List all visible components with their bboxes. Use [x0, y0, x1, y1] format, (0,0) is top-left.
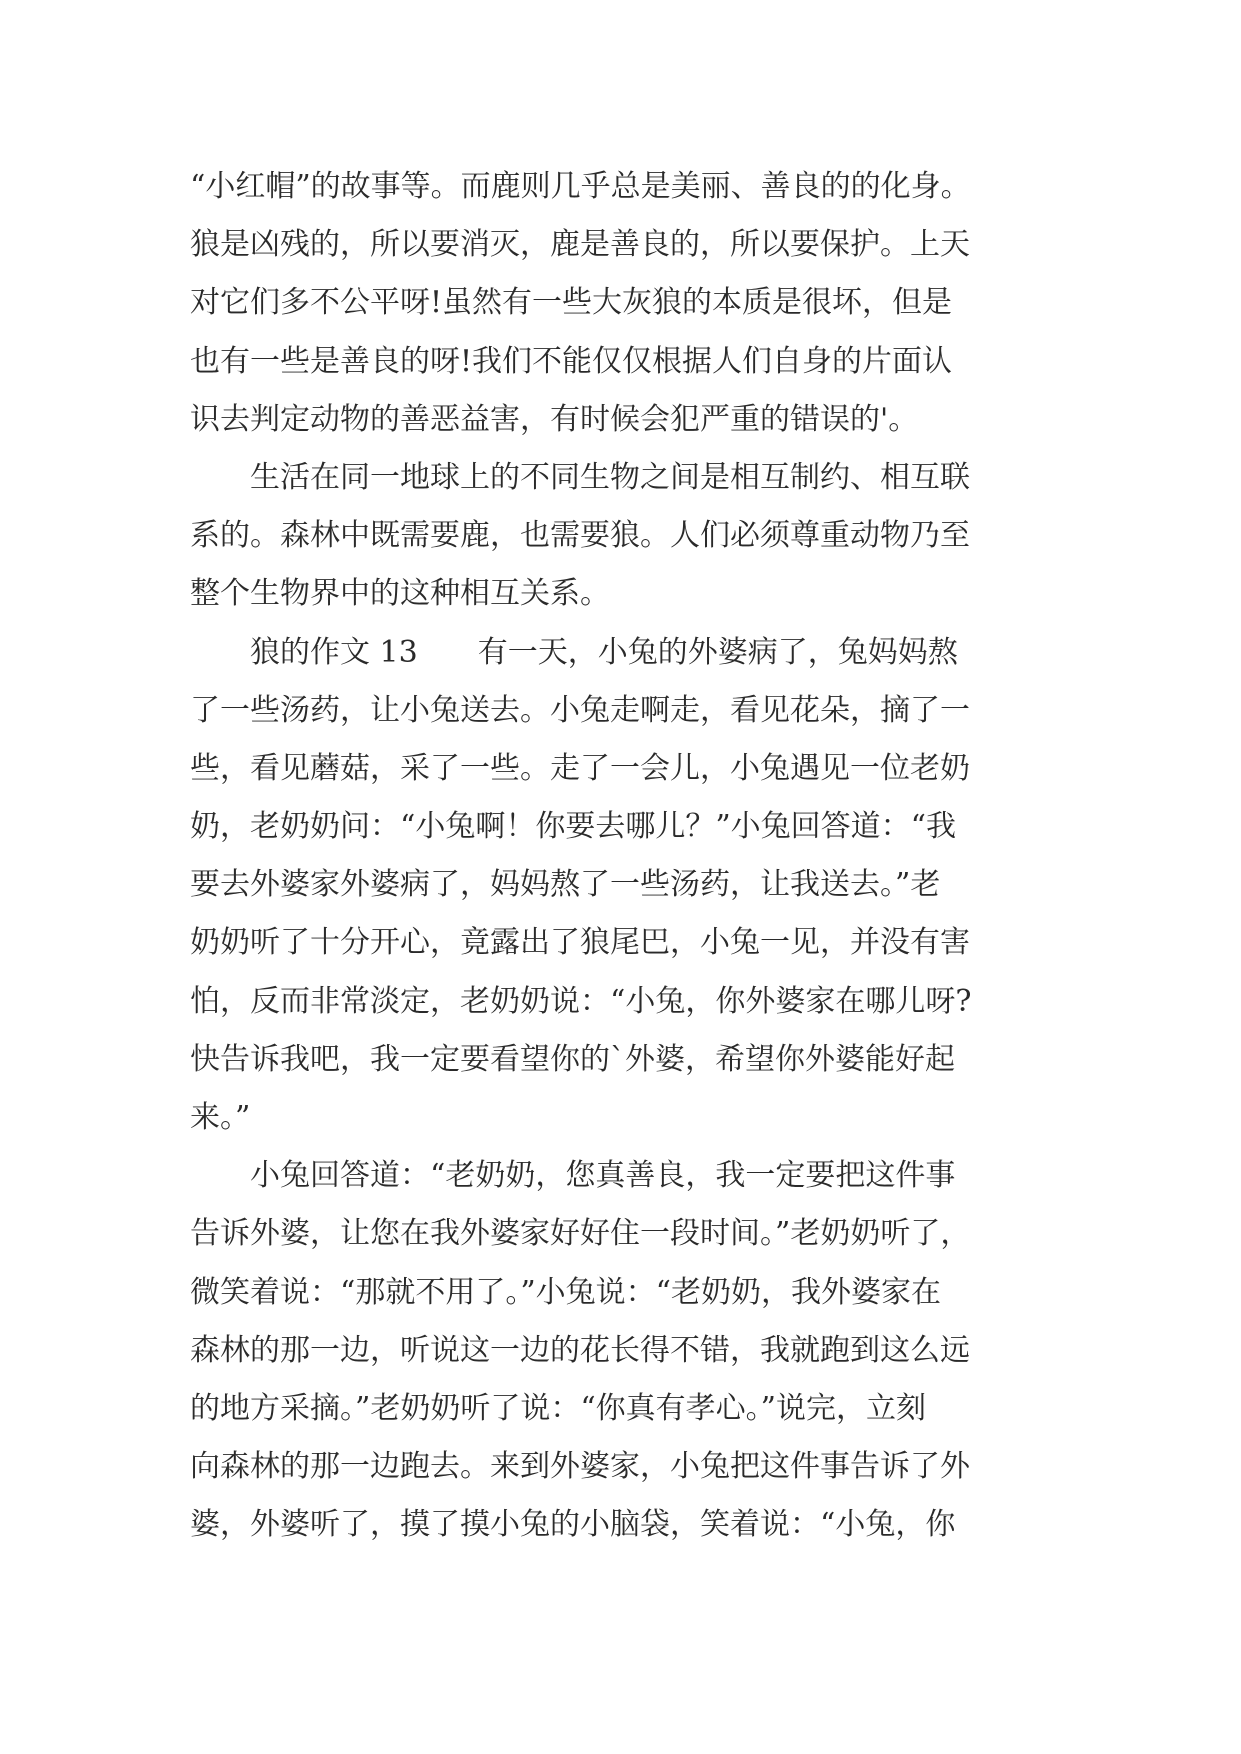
text-line: 对它们多不公平呀!虽然有一些大灰狼的本质是很坏，但是	[190, 285, 953, 321]
text-line: 向森林的那一边跑去。来到外婆家，小兔把这件事告诉了外	[190, 1449, 970, 1485]
text-line: 要去外婆家外婆病了，妈妈熬了一些汤药，让我送去。”老	[190, 867, 941, 903]
text-line: 奶奶听了十分开心，竟露出了狼尾巴，小兔一见，并没有害	[190, 925, 970, 961]
text-line: 小兔回答道：“老奶奶，您真善良，我一定要把这件事	[190, 1158, 956, 1194]
text-line: 整个生物界中的这种相互关系。	[190, 576, 610, 612]
text-line: 也有一些是善良的呀!我们不能仅仅根据人们自身的片面认	[190, 343, 953, 379]
text-line: 来。”	[190, 1100, 251, 1135]
text-line: 森林的那一边，听说这一边的花长得不错，我就跑到这么远	[190, 1332, 970, 1368]
text-line: 奶，老奶奶问：“小兔啊！你要去哪儿？”小兔回答道：“我	[190, 809, 957, 845]
text-line: 识去判定动物的善恶益害，有时候会犯严重的错误的'。	[190, 401, 919, 437]
text-line: 些，看见蘑菇，采了一些。走了一会儿，小兔遇见一位老奶	[190, 750, 970, 786]
text-line: 怕，反而非常淡定，老奶奶说：“小兔，你外婆家在哪儿呀?	[190, 983, 972, 1019]
text-line: 告诉外婆，让您在我外婆家好好住一段时间。”老奶奶听了，	[190, 1216, 971, 1252]
text-line: 狼是凶残的，所以要消灭，鹿是善良的，所以要保护。上天	[190, 227, 970, 263]
text-line: 的地方采摘。”老奶奶听了说：“你真有孝心。”说完，立刻	[190, 1390, 927, 1426]
text-line: 系的。森林中既需要鹿，也需要狼。人们必须尊重动物乃至	[190, 518, 970, 554]
text-line: 狼的作文 13 有一天，小兔的外婆病了，兔妈妈熬	[190, 634, 958, 670]
text-line: “小红帽”的故事等。而鹿则几乎总是美丽、善良的的化身。	[190, 169, 971, 204]
text-line: 微笑着说：“那就不用了。”小兔说：“老奶奶，我外婆家在	[190, 1274, 942, 1310]
text-line: 快告诉我吧，我一定要看望你的`外婆，希望你外婆能好起	[190, 1041, 955, 1077]
document-body	[190, 158, 1060, 1555]
text-line: 婆，外婆听了，摸了摸小兔的小脑袋，笑着说：“小兔，你	[190, 1507, 956, 1543]
text-line: 生活在同一地球上的不同生物之间是相互制约、相互联	[190, 459, 970, 495]
text-line: 了一些汤药，让小兔送去。小兔走啊走，看见花朵，摘了一	[190, 692, 970, 728]
